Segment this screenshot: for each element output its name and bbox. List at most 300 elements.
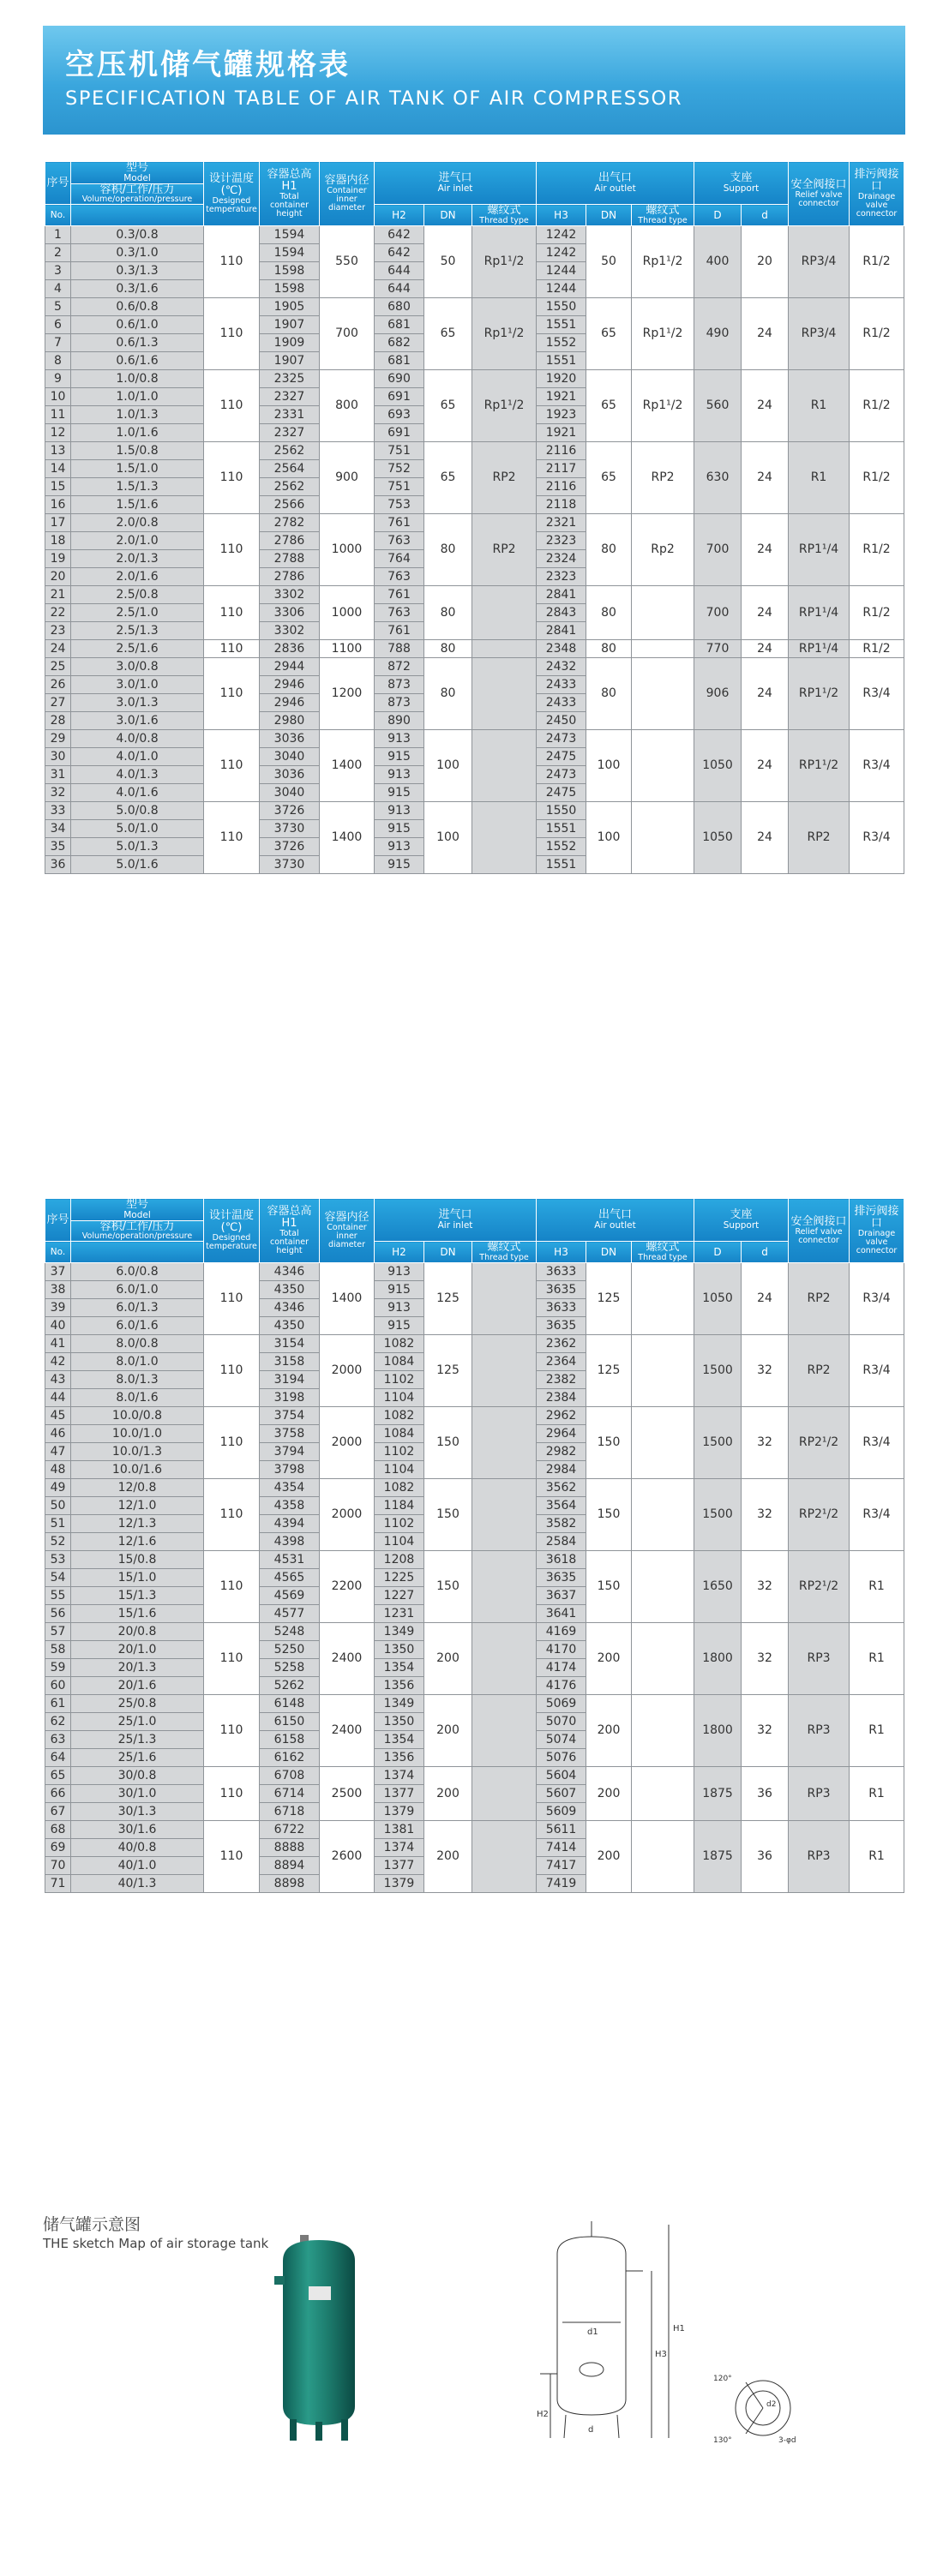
- header-inlet-thread: [472, 205, 537, 226]
- header-model-text: Model: [123, 172, 151, 183]
- cell-height: 3798: [260, 1460, 320, 1478]
- header-drain-text: Drainage valve connector: [856, 191, 898, 219]
- cell-h3: 2324: [537, 549, 586, 567]
- cell-model: 15/1.0: [71, 1568, 204, 1586]
- cell-height: 3198: [260, 1388, 320, 1406]
- cell-h3: 2364: [537, 1352, 586, 1370]
- cell-relief: RP1¹/2: [789, 657, 850, 729]
- cell-h3: 2433: [537, 675, 586, 693]
- cell-diameter: 2000: [320, 1406, 375, 1478]
- cell-h3: 3564: [537, 1496, 586, 1514]
- cell-height: 3758: [260, 1424, 320, 1442]
- cell-temp: 110: [204, 585, 260, 639]
- cell-no: 41: [45, 1334, 71, 1352]
- cell-inlet-dn: 80: [424, 639, 472, 657]
- cell-height: 6158: [260, 1730, 320, 1748]
- cell-model: 10.0/1.3: [71, 1442, 204, 1460]
- cell-no: 10: [45, 387, 71, 405]
- cell-support-d: 24: [742, 657, 789, 729]
- cell-temp: 110: [204, 1406, 260, 1478]
- cell-support-d: 24: [742, 1262, 789, 1334]
- header-row: [45, 1199, 904, 1221]
- cell-h3: 2964: [537, 1424, 586, 1442]
- cell-inlet-thread: Rp1¹/2: [472, 297, 537, 369]
- sketch-label-3d: 3-φd: [778, 2436, 796, 2445]
- table-row: [45, 225, 904, 243]
- cell-diameter: 2000: [320, 1478, 375, 1550]
- cell-h2: 1104: [375, 1532, 424, 1550]
- header-support-D-text: D: [713, 1245, 722, 1258]
- header-outlet: [537, 162, 694, 205]
- cell-height: 2325: [260, 369, 320, 387]
- cell-inlet-thread: RP2: [472, 441, 537, 513]
- cell-h2: 872: [375, 657, 424, 675]
- cell-height: 6708: [260, 1766, 320, 1784]
- cell-h3: 2475: [537, 747, 586, 765]
- title-en: SPECIFICATION TABLE OF AIR TANK OF AIR COMPRESSOR: [65, 87, 683, 110]
- header-support-d: [742, 1242, 789, 1263]
- cell-h2: 1082: [375, 1478, 424, 1496]
- header-relief-text: 安全阀接口: [790, 178, 847, 192]
- sketch-caption-en: THE sketch Map of air storage tank: [43, 2236, 269, 2251]
- cell-h3: 2116: [537, 477, 586, 495]
- cell-temp: 110: [204, 1694, 260, 1766]
- cell-h3: 7419: [537, 1874, 586, 1892]
- cell-h2: 1356: [375, 1676, 424, 1694]
- cell-temp: 110: [204, 1622, 260, 1694]
- header-row: [45, 205, 904, 226]
- cell-inlet-thread: [472, 1766, 537, 1820]
- cell-h3: 3641: [537, 1604, 586, 1622]
- table-row: [45, 297, 904, 315]
- cell-h3: 1552: [537, 837, 586, 855]
- cell-drain: R1: [850, 1694, 904, 1766]
- table-row: [45, 1694, 904, 1712]
- cell-h3: 4176: [537, 1676, 586, 1694]
- cell-h2: 913: [375, 1262, 424, 1280]
- cell-no: 47: [45, 1442, 71, 1460]
- header-diameter-text: Container inner diameter: [327, 1222, 367, 1249]
- cell-model: 0.3/1.3: [71, 261, 204, 279]
- cell-support-D: 1050: [694, 801, 742, 873]
- table-row: [45, 639, 904, 657]
- cell-no: 26: [45, 675, 71, 693]
- cell-diameter: 1000: [320, 585, 375, 639]
- cell-h3: 5609: [537, 1802, 586, 1820]
- cell-h2: 1377: [375, 1784, 424, 1802]
- cell-support-D: 400: [694, 225, 742, 297]
- cell-outlet-dn: 150: [586, 1550, 632, 1622]
- cell-inlet-dn: 100: [424, 801, 472, 873]
- cell-h3: 2982: [537, 1442, 586, 1460]
- cell-height: 2786: [260, 567, 320, 585]
- header-support-D: [694, 205, 742, 226]
- cell-h3: 3635: [537, 1316, 586, 1334]
- cell-height: 4358: [260, 1496, 320, 1514]
- header-h2: [375, 205, 424, 226]
- cell-no: 35: [45, 837, 71, 855]
- cell-relief: RP3: [789, 1694, 850, 1766]
- cell-model: 0.6/1.3: [71, 333, 204, 351]
- cell-h3: 5076: [537, 1748, 586, 1766]
- cell-support-D: 1500: [694, 1334, 742, 1406]
- cell-height: 3036: [260, 765, 320, 783]
- cell-model: 5.0/1.6: [71, 855, 204, 873]
- cell-diameter: 1200: [320, 657, 375, 729]
- cell-no: 59: [45, 1658, 71, 1676]
- cell-outlet-thread: [632, 1694, 694, 1766]
- cell-no: 32: [45, 783, 71, 801]
- header-inlet-text: 进气口: [438, 171, 472, 185]
- cell-h2: 1377: [375, 1856, 424, 1874]
- sketch-angle-line: [746, 2408, 763, 2434]
- cell-inlet-thread: [472, 1478, 537, 1550]
- header-h2: [375, 1242, 424, 1263]
- air-tank-photo: [274, 2235, 363, 2441]
- cell-diameter: 2500: [320, 1766, 375, 1820]
- cell-height: 2788: [260, 549, 320, 567]
- cell-model: 2.5/1.3: [71, 621, 204, 639]
- cell-inlet-dn: 150: [424, 1478, 472, 1550]
- cell-inlet-dn: 80: [424, 513, 472, 585]
- sketch-label-d2: d2: [766, 2400, 777, 2409]
- cell-h2: 1102: [375, 1442, 424, 1460]
- cell-no: 39: [45, 1298, 71, 1316]
- cell-h3: 3633: [537, 1262, 586, 1280]
- cell-height: 4350: [260, 1280, 320, 1298]
- cell-h2: 1350: [375, 1712, 424, 1730]
- cell-height: 3794: [260, 1442, 320, 1460]
- cell-no: 64: [45, 1748, 71, 1766]
- cell-outlet-thread: Rp1¹/2: [632, 369, 694, 441]
- cell-model: 30/1.6: [71, 1820, 204, 1838]
- cell-h3: 2843: [537, 603, 586, 621]
- cell-no: 67: [45, 1802, 71, 1820]
- cell-relief: RP3/4: [789, 225, 850, 297]
- cell-support-D: 1800: [694, 1622, 742, 1694]
- cell-model: 10.0/1.6: [71, 1460, 204, 1478]
- cell-height: 1594: [260, 225, 320, 243]
- cell-no: 7: [45, 333, 71, 351]
- cell-model: 12/1.0: [71, 1496, 204, 1514]
- header-support: [694, 1199, 789, 1242]
- cell-h3: 3633: [537, 1298, 586, 1316]
- cell-relief: RP2¹/2: [789, 1406, 850, 1478]
- cell-temp: 110: [204, 225, 260, 297]
- cell-relief: RP3/4: [789, 297, 850, 369]
- cell-h3: 5069: [537, 1694, 586, 1712]
- cell-height: 1905: [260, 297, 320, 315]
- cell-h3: 2118: [537, 495, 586, 513]
- cell-temp: 110: [204, 369, 260, 441]
- cell-model: 2.5/0.8: [71, 585, 204, 603]
- cell-outlet-dn: 65: [586, 441, 632, 513]
- cell-diameter: 700: [320, 297, 375, 369]
- cell-no: 51: [45, 1514, 71, 1532]
- cell-inlet-thread: [472, 1334, 537, 1406]
- header-inlet-text: Air inlet: [437, 183, 473, 194]
- cell-height: 2562: [260, 477, 320, 495]
- header-model-text: 型号: [125, 1198, 148, 1211]
- cell-height: 2782: [260, 513, 320, 531]
- header-temp-text: 设计温度(℃): [208, 172, 254, 197]
- cell-outlet-thread: [632, 1478, 694, 1550]
- cell-model: 20/0.8: [71, 1622, 204, 1640]
- header-outlet-text: Air outlet: [594, 183, 636, 194]
- cell-relief: RP3: [789, 1622, 850, 1694]
- cell-height: 3730: [260, 819, 320, 837]
- cell-no: 20: [45, 567, 71, 585]
- cell-outlet-dn: 80: [586, 585, 632, 639]
- cell-height: 3726: [260, 801, 320, 819]
- cell-model: 10.0/1.0: [71, 1424, 204, 1442]
- sketch-label-120: 120°: [713, 2375, 732, 2383]
- cell-inlet-dn: 125: [424, 1334, 472, 1406]
- cell-outlet-dn: 80: [586, 513, 632, 585]
- cell-height: 1594: [260, 243, 320, 261]
- header-no-cn-text: 序号: [46, 1213, 69, 1226]
- cell-support-d: 32: [742, 1406, 789, 1478]
- cell-inlet-dn: 125: [424, 1262, 472, 1334]
- cell-outlet-dn: 80: [586, 639, 632, 657]
- header-volume: [71, 1220, 204, 1242]
- cell-support-d: 24: [742, 297, 789, 369]
- cell-no: 71: [45, 1874, 71, 1892]
- header-model: [71, 162, 204, 184]
- cell-inlet-dn: 200: [424, 1766, 472, 1820]
- cell-outlet-thread: Rp2: [632, 513, 694, 585]
- cell-h3: 2323: [537, 567, 586, 585]
- cell-relief: RP2¹/2: [789, 1478, 850, 1550]
- cell-no: 44: [45, 1388, 71, 1406]
- cell-relief: RP2¹/2: [789, 1550, 850, 1622]
- header-temp-text: Designed temperature: [206, 195, 257, 214]
- cell-inlet-thread: [472, 1694, 537, 1766]
- cell-no: 13: [45, 441, 71, 459]
- cell-inlet-dn: 65: [424, 441, 472, 513]
- cell-drain: R1: [850, 1820, 904, 1892]
- cell-inlet-dn: 80: [424, 585, 472, 639]
- sketch-caption: [43, 2214, 268, 2252]
- cell-diameter: 1400: [320, 801, 375, 873]
- cell-no: 17: [45, 513, 71, 531]
- cell-drain: R3/4: [850, 801, 904, 873]
- cell-model: 0.6/1.6: [71, 351, 204, 369]
- cell-h3: 1923: [537, 405, 586, 423]
- cell-h3: 1551: [537, 315, 586, 333]
- header-model-spacer: [71, 205, 204, 226]
- cell-outlet-thread: [632, 801, 694, 873]
- tank-leg: [315, 2422, 322, 2441]
- table-row: [45, 369, 904, 387]
- header-h3: [537, 1242, 586, 1263]
- sketch-manhole: [580, 2363, 604, 2376]
- cell-diameter: 1400: [320, 729, 375, 801]
- cell-no: 70: [45, 1856, 71, 1874]
- cell-drain: R1/2: [850, 369, 904, 441]
- cell-no: 43: [45, 1370, 71, 1388]
- cell-diameter: 900: [320, 441, 375, 513]
- header-inlet-thread-text: 螺纹式: [487, 204, 521, 218]
- header-outlet-text: Air outlet: [594, 1219, 636, 1231]
- cell-height: 3306: [260, 603, 320, 621]
- header-outlet-dn-text: DN: [600, 208, 617, 221]
- cell-height: 4350: [260, 1316, 320, 1334]
- header-diameter: [320, 162, 375, 226]
- cell-model: 0.3/1.0: [71, 243, 204, 261]
- header-outlet-thread-text: Thread type: [638, 1252, 688, 1262]
- cell-support-D: 1650: [694, 1550, 742, 1622]
- cell-h2: 913: [375, 837, 424, 855]
- cell-drain: R3/4: [850, 729, 904, 801]
- cell-no: 62: [45, 1712, 71, 1730]
- cell-outlet-dn: 200: [586, 1622, 632, 1694]
- cell-model: 0.3/1.6: [71, 279, 204, 297]
- cell-support-D: 1800: [694, 1694, 742, 1766]
- tank-leg: [290, 2419, 297, 2441]
- cell-height: 2566: [260, 495, 320, 513]
- cell-no: 4: [45, 279, 71, 297]
- cell-no: 19: [45, 549, 71, 567]
- cell-height: 2327: [260, 387, 320, 405]
- cell-outlet-dn: 125: [586, 1262, 632, 1334]
- cell-h3: 5604: [537, 1766, 586, 1784]
- cell-inlet-dn: 65: [424, 369, 472, 441]
- header-h3: [537, 205, 586, 226]
- cell-h2: 1349: [375, 1622, 424, 1640]
- cell-relief: R1: [789, 369, 850, 441]
- cell-no: 12: [45, 423, 71, 441]
- cell-model: 6.0/1.3: [71, 1298, 204, 1316]
- header-outlet-dn-text: DN: [600, 1245, 617, 1258]
- spec-table-1: [45, 161, 904, 874]
- header-drain-text: 排污阀接口: [854, 168, 899, 193]
- cell-h3: 2450: [537, 711, 586, 729]
- cell-no: 15: [45, 477, 71, 495]
- cell-temp: 110: [204, 441, 260, 513]
- cell-inlet-dn: 100: [424, 729, 472, 801]
- cell-temp: 110: [204, 801, 260, 873]
- cell-no: 14: [45, 459, 71, 477]
- cell-relief: RP2: [789, 1262, 850, 1334]
- cell-support-D: 1500: [694, 1406, 742, 1478]
- cell-no: 42: [45, 1352, 71, 1370]
- cell-inlet-thread: [472, 1262, 537, 1334]
- cell-h3: 1551: [537, 855, 586, 873]
- cell-no: 3: [45, 261, 71, 279]
- cell-model: 25/0.8: [71, 1694, 204, 1712]
- cell-h3: 1551: [537, 819, 586, 837]
- header-support-text: 支座: [730, 171, 753, 185]
- cell-h2: 1084: [375, 1352, 424, 1370]
- header-outlet-dn: [586, 1242, 632, 1263]
- cell-no: 8: [45, 351, 71, 369]
- cell-temp: 110: [204, 1334, 260, 1406]
- cell-no: 33: [45, 801, 71, 819]
- cell-outlet-dn: 150: [586, 1478, 632, 1550]
- cell-inlet-thread: Rp1¹/2: [472, 369, 537, 441]
- tank-nameplate: [309, 2286, 331, 2300]
- table-row: [45, 657, 904, 675]
- cell-h3: 1552: [537, 333, 586, 351]
- cell-model: 2.0/0.8: [71, 513, 204, 531]
- cell-h2: 788: [375, 639, 424, 657]
- cell-h3: 2432: [537, 657, 586, 675]
- header-height: [260, 1199, 320, 1263]
- cell-height: 1598: [260, 261, 320, 279]
- cell-model: 1.0/1.3: [71, 405, 204, 423]
- cell-no: 18: [45, 531, 71, 549]
- header-height-text: Total container height: [269, 191, 309, 219]
- cell-h2: 913: [375, 729, 424, 747]
- cell-height: 3158: [260, 1352, 320, 1370]
- cell-h2: 915: [375, 1280, 424, 1298]
- table-row: [45, 1478, 904, 1496]
- cell-height: 6148: [260, 1694, 320, 1712]
- cell-height: 4398: [260, 1532, 320, 1550]
- cell-height: 4569: [260, 1586, 320, 1604]
- cell-h3: 3582: [537, 1514, 586, 1532]
- cell-inlet-thread: [472, 1622, 537, 1694]
- cell-inlet-dn: 150: [424, 1550, 472, 1622]
- cell-no: 22: [45, 603, 71, 621]
- title-banner: [43, 26, 905, 135]
- cell-no: 28: [45, 711, 71, 729]
- cell-h3: 5611: [537, 1820, 586, 1838]
- header-no-cn: [45, 162, 71, 205]
- header-relief-text: Relief valve connector: [795, 1226, 843, 1245]
- cell-model: 40/1.3: [71, 1874, 204, 1892]
- cell-model: 4.0/0.8: [71, 729, 204, 747]
- table-row: [45, 1262, 904, 1280]
- cell-h3: 4174: [537, 1658, 586, 1676]
- cell-no: 68: [45, 1820, 71, 1838]
- cell-height: 6162: [260, 1748, 320, 1766]
- cell-outlet-dn: 125: [586, 1334, 632, 1406]
- cell-height: 3726: [260, 837, 320, 855]
- header-inlet-thread-text: Thread type: [479, 1252, 529, 1262]
- cell-relief: RP1¹/2: [789, 729, 850, 801]
- cell-no: 11: [45, 405, 71, 423]
- cell-drain: R1/2: [850, 225, 904, 297]
- cell-h2: 913: [375, 1298, 424, 1316]
- cell-support-d: 32: [742, 1334, 789, 1406]
- cell-no: 58: [45, 1640, 71, 1658]
- cell-h3: 2384: [537, 1388, 586, 1406]
- cell-drain: R1/2: [850, 441, 904, 513]
- cell-model: 8.0/1.0: [71, 1352, 204, 1370]
- cell-model: 1.5/0.8: [71, 441, 204, 459]
- table-row: [45, 1820, 904, 1838]
- cell-height: 4354: [260, 1478, 320, 1496]
- cell-no: 53: [45, 1550, 71, 1568]
- cell-height: 2946: [260, 675, 320, 693]
- cell-h2: 1104: [375, 1388, 424, 1406]
- header-no-cn: [45, 1199, 71, 1242]
- cell-model: 4.0/1.3: [71, 765, 204, 783]
- cell-support-d: 32: [742, 1550, 789, 1622]
- header-drain-text: 排污阀接口: [854, 1205, 899, 1230]
- sketch-label-d1: d1: [587, 2327, 598, 2337]
- cell-h3: 2962: [537, 1406, 586, 1424]
- cell-height: 2331: [260, 405, 320, 423]
- support-sketch-diagram: [712, 2357, 814, 2468]
- cell-outlet-thread: [632, 585, 694, 639]
- cell-h2: 642: [375, 225, 424, 243]
- cell-support-d: 32: [742, 1694, 789, 1766]
- cell-model: 6.0/0.8: [71, 1262, 204, 1280]
- cell-height: 2946: [260, 693, 320, 711]
